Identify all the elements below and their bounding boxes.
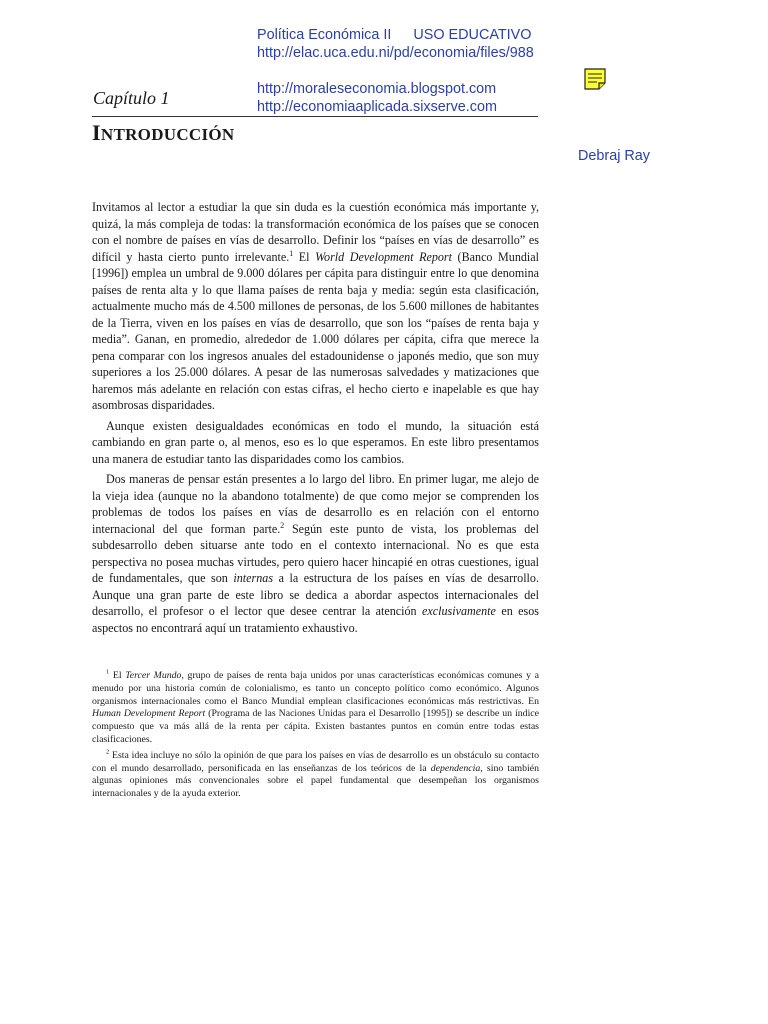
fn1-emph-a: Tercer Mundo <box>125 670 182 681</box>
footnote-ref-1[interactable]: 1 <box>289 248 294 258</box>
footnote-ref-2[interactable]: 2 <box>280 520 285 530</box>
paragraph-2: Aunque existen desigualdades económicas en todo el mundo, la situación está cambiando en gran parte o, al menos, eso es lo que esperamos. En este libro presentamos una manera de estudiar tanto las disparidades como los cambios. <box>92 418 539 466</box>
footnote-2-number: 2 <box>106 748 110 756</box>
sticky-note-icon[interactable] <box>584 68 606 90</box>
p1-text-a: Invitamos al lector a estudiar la que sin duda es la cuestión económica más importante y, quizá, la más compleja de todas: la transformación económica de los países que se conocen con el nombre de países en vías de desarrollo. Definir los “países en vías de desarrollo” es difícil y hasta cierto punto irrelevante. <box>92 200 539 264</box>
p1-report-title: World Development Report <box>315 249 453 264</box>
header-line-course <box>257 26 531 44</box>
chapter-title <box>92 120 235 146</box>
footnote-1 <box>92 670 539 747</box>
p3-emph-internas: internas <box>233 571 274 585</box>
fn2-text-b: , sino también algunas opiniones más convencionales sobre el papel fundamental que desempeñan los organismos internacionales y de la ayuda exterior. <box>92 762 539 800</box>
fn1-emph-b: Human Development Report <box>92 708 206 720</box>
title-initial: I <box>92 120 101 145</box>
p3-text-c: a la estructura de los países en vías de desarrollo. Aunque una gran parte de este libro se dedica a abordar aspectos internacionales del desarrollo, el profesor o el lector que desee centrar la atención <box>92 571 539 618</box>
site-url-link[interactable]: http://economiaaplicada.sixserve.com <box>257 99 497 115</box>
p1-text-b: El <box>293 249 316 264</box>
blog-url-link[interactable]: http://moraleseconomia.blogspot.com <box>257 81 497 97</box>
fn1-text-c: (Programa de las Naciones Unidas para el Desarrollo [1995]) se describe un índice compuesto que va más allá de la renta per cápita. Existen bastantes puntos en común entre todas estas clasificaciones. <box>92 708 540 745</box>
course-url-link[interactable]: http://elac.uca.edu.ni/pd/economia/files/988 <box>257 45 534 61</box>
p3-text-d: en esos aspectos no encontrará aquí un tratamiento exhaustivo. <box>92 604 539 635</box>
paragraph-3 <box>92 471 539 636</box>
fn1-text-b: , grupo de países de renta baja unidos por unas características económicas comunes y a menudo por una historia común de colonialismo, es tanto un concepto político como económico. Algunos organismos internacionales como el Banco Mundial emplean clasificaciones económicas más restrictivas. En <box>92 670 540 707</box>
footnote-2 <box>92 750 539 801</box>
author-name: Debraj Ray <box>578 148 650 164</box>
body-text <box>92 199 539 640</box>
p1-text-c: (Banco Mundial [1996]) emplea un umbral de 9.000 dólares per cápita para distinguir entre lo que denomina países de renta alta y lo que llama países de renta baja y media: según esta clasificación, actualmente mucho más de 4.500 millones de personas, de los 5.600 millones de habitantes de la Tierra, viven en los países en vías de desarrollo, que son los “países de renta baja y media”. Ganan, en promedio, alrededor de 1.000 dólares per cápita, cifra que merece la pena comparar con los ingresos anuales del estadounidense o japonés medio, que son muy superiores a los 25.000 dólares. A pesar de las numerosas salvedades y matizaciones que haremos más adelante en relación con estas cifras, el hecho cierto e inapelable es que hay asombrosas disparidades. <box>92 249 540 412</box>
fn2-emph: dependencia <box>430 762 481 774</box>
chapter-label: Capítulo 1 <box>93 88 170 108</box>
p3-emph-exclusivamente: exclusivamente <box>422 604 496 618</box>
footnotes <box>92 670 539 804</box>
p3-text-a: Dos maneras de pensar están presentes a lo largo del libro. En primer lugar, me alejo de la vieja idea (aunque no la abandono totalmente) de que como mejor se comprenden los problemas de todos los países en vías de desarrollo es en relación con el entorno internacional del que forman parte. <box>92 472 539 536</box>
fn1-text-a: El <box>109 670 126 681</box>
title-rule <box>92 116 538 117</box>
p3-text-b: Según este punto de vista, los problemas del subdesarrollo deben situarse ante todo en el contexto internacional. No es que esta perspectiva no posea muchas virtudes, pero quiero hacer hincapié en otras cuestiones, igual de fundamentales, que son <box>92 521 539 585</box>
footnote-1-number: 1 <box>106 668 110 676</box>
course-title: Política Económica II <box>257 27 392 43</box>
paragraph-1 <box>92 199 539 414</box>
usage-label: USO EDUCATIVO <box>413 27 532 43</box>
fn2-text-a: Esta idea incluye no sólo la opinión de que para los países en vías de desarrollo es un obstáculo su contacto con el mundo desarrollado, personificada en las enseñanzas de los teóricos de la <box>92 749 539 774</box>
title-rest: NTRODUCCIÓN <box>100 125 235 144</box>
